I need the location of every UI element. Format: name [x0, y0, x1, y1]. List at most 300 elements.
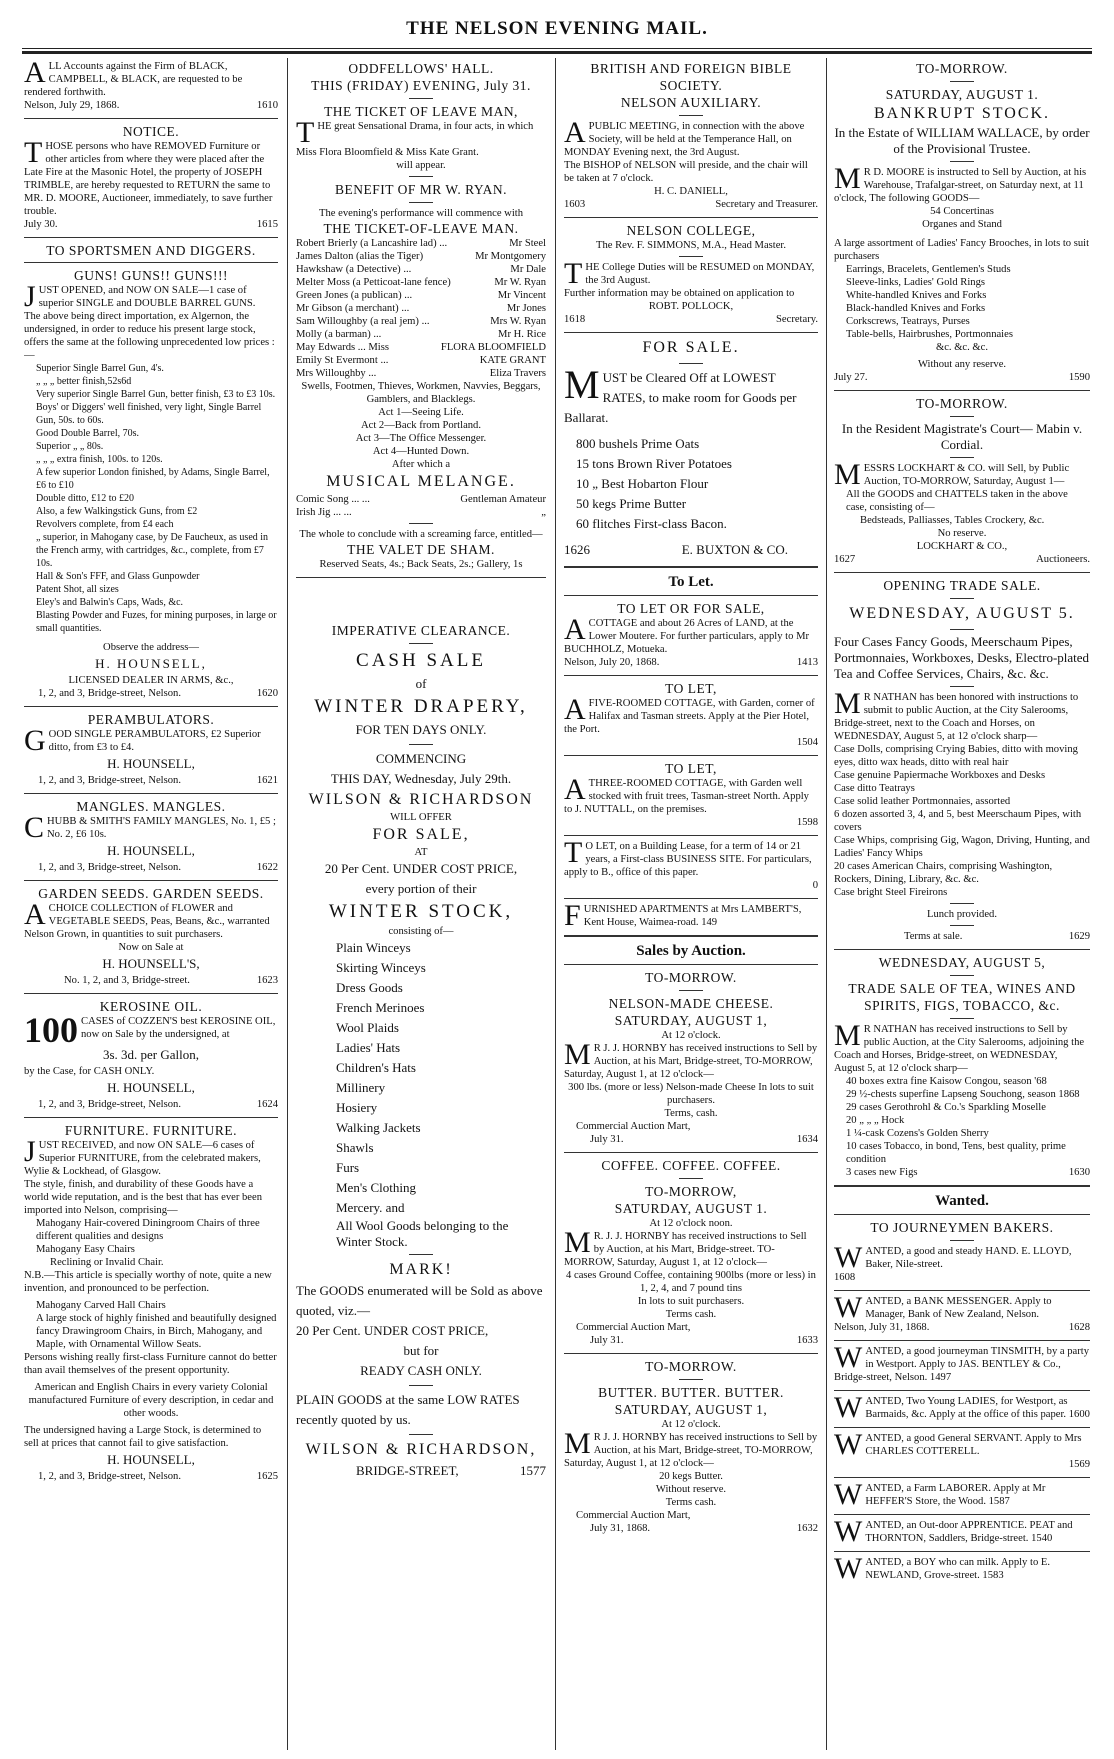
ad-date: THIS (FRIDAY) EVENING, July 31. — [311, 78, 531, 93]
cast-row: Green Jones (a publican) ... Mr Vincent — [296, 290, 546, 301]
percent-line: 20 Per Cent. UNDER COST PRICE, — [296, 1323, 489, 1338]
goods-item: Case bright Steel Fireirons — [834, 887, 948, 898]
ad-title: TO LET OR FOR SALE, — [617, 601, 765, 616]
ad-text: UST OPENED, and NOW ON SALE—1 case of superior SINGLE and DOUBLE BARREL GUNS. — [38, 285, 256, 309]
ad-number: 1633 — [796, 1335, 818, 1346]
ad-auction-cheese — [564, 969, 818, 1149]
sale-item: 800 bushels Prime Oats — [576, 436, 700, 451]
ad-text: O LET, on a Building Lease, for a term of 14 or 21 years, a First-class BUSINESS SITE. For particulars, apply to B., office of this paper. — [564, 841, 812, 878]
goods-item: Walking Jackets — [336, 1120, 421, 1135]
ad-subtitle: TO-MORROW, — [645, 1184, 737, 1199]
ad-text: UST RECEIVED, and now ON SALE—6 cases of Superior FURNITURE, from the celebrated makers, Wylie & Lockhead, of Glasgow. — [24, 1140, 261, 1177]
ad-to-let — [564, 899, 818, 932]
ad-text: R D. MOORE is instructed to Sell by Auction, at his Warehouse, Trafalgar-street, on Saturday next, at 11 o'clock, The following GOODS— — [834, 167, 1087, 204]
goods-item: Wool Plaids — [336, 1020, 399, 1035]
goods-item: Case Dolls, comprising Crying Babies, ditto with moving eyes, ditto wax heads, ditto with real hair — [834, 744, 1078, 768]
column-rule — [555, 58, 556, 1750]
ad-number: 1603 — [564, 199, 586, 210]
ad-number: 1583 — [982, 1570, 1004, 1581]
sale-item: 10 „ Best Hobarton Flour — [576, 476, 709, 491]
section-wanted: Wanted. — [935, 1193, 989, 1209]
goods-item: Children's Hats — [336, 1060, 416, 1075]
ad-paragraph: American and English Chairs in every variety Colonial manufactured Furniture of every description, in cedar and other woods. — [28, 1382, 274, 1419]
dealer-name: H. HOUNSELL, — [107, 1452, 195, 1467]
ad-title: IMPERATIVE CLEARANCE. — [331, 623, 511, 638]
ad-date: Nelson, July 31, 1868. — [834, 1322, 930, 1333]
firm-street: BRIDGE-STREET, — [356, 1463, 459, 1478]
song-row: Irish Jig ... ... „ — [296, 507, 546, 518]
ad-number: 1608 — [834, 1272, 856, 1283]
ad-date: July 30. — [24, 219, 58, 230]
goods-item: 1 ¼-cask Cozens's Golden Sherry — [846, 1128, 989, 1139]
goods-item: French Merinoes — [336, 1000, 425, 1015]
column-2 — [296, 60, 546, 1750]
ad-text: THREE-ROOMED COTTAGE, with Garden well stocked with fruit trees, Tasman-street North. Apply to J. NUTTALL, on the premises. — [564, 778, 809, 815]
furniture-item: Mahogany Hair-covered Diningroom Chairs of three different qualities and designs — [36, 1218, 260, 1242]
goods-item: Plain Winceys — [336, 940, 411, 955]
reserve: No reserve. — [937, 528, 987, 539]
act-line: Act 1—Seeing Life. — [378, 407, 464, 418]
after-line: After which a — [391, 459, 451, 470]
price-line: Superior „ „ 80s. — [36, 441, 104, 452]
drop-cap: J — [24, 1135, 36, 1168]
ad-title: TO LET, — [665, 681, 717, 696]
ad-title: GARDEN SEEDS. GARDEN SEEDS. — [38, 886, 264, 901]
cast-row: Mrs Willoughby ... Eliza Travers — [296, 368, 546, 379]
ad-subtitle: NELSON AUXILIARY. — [620, 95, 762, 110]
cast-row: Robert Brierly (a Lancashire lad) ... Mr Steel — [296, 238, 546, 249]
drop-cap: F — [564, 899, 581, 932]
goods-item: Bedsteads, Palliasses, Tables Crockery, &c. — [860, 515, 1045, 526]
mart: Commercial Auction Mart, — [576, 1121, 691, 1132]
every-line: every portion of their — [365, 881, 477, 896]
goods-item: Ladies' Hats — [336, 1040, 401, 1055]
goods-item: &c. &c. &c. — [935, 342, 989, 353]
price-line: „ superior, in Mahogany case, by De Faucheux, as used in the French army, with cartridges, &c., complete, from £7 10s. — [36, 532, 269, 569]
goods-item: 20 cases American Chairs, comprising Washington, Rockers, Dining, Library, &c. &c. — [834, 861, 1053, 885]
ad-date: SATURDAY, AUGUST 1, — [614, 1402, 768, 1417]
drop-cap: M — [564, 362, 600, 407]
signatory: H. C. DANIELL, — [654, 186, 728, 197]
drop-cap: W — [834, 1291, 863, 1324]
drop-cap: M — [834, 458, 861, 491]
goods-item: 6 dozen assorted 3, 4, and 5, best Meerschaum Pipes, with covers — [834, 809, 1082, 833]
ad-title: TO-MORROW. — [645, 970, 737, 985]
ad-text: ANTED, a BANK MESSENGER. Apply to Manager, Bank of New Zealand, Nelson. — [865, 1296, 1052, 1320]
ad-number: 1620 — [256, 688, 278, 699]
ad-wanted — [834, 1552, 1090, 1585]
signatory-role: Secretary and Treasurer. — [715, 199, 818, 210]
column-4 — [834, 60, 1090, 1750]
goods-item: 3 cases new Figs — [846, 1167, 918, 1178]
ad-price: 3s. 3d. per Gallon, — [102, 1047, 200, 1062]
ad-number: 1632 — [796, 1523, 818, 1534]
plain-goods: PLAIN GOODS at the same LOW RATES recently quoted by us. — [296, 1392, 520, 1427]
goods-item: 40 boxes extra fine Kaisow Congou, season '68 — [846, 1076, 1047, 1087]
terms: Terms, cash. — [664, 1108, 718, 1119]
ad-text: R NATHAN has received instructions to Sell by public Auction, at the City Salerooms, adjoining the Coach and Horses, Bridge-street, on WEDNESDAY, August 5, at 12 o'clock sharp— — [834, 1024, 1085, 1074]
melange-title: MUSICAL MELANGE. — [326, 473, 516, 490]
ad-text: ANTED, an Out-door APPRENTICE. PEAT and THORNTON, Saddlers, Bridge-street. — [865, 1520, 1073, 1544]
goods-item: Dress Goods — [336, 980, 403, 995]
ad-title: FOR SALE. — [642, 339, 740, 356]
goods-item: Hosiery — [336, 1100, 378, 1115]
ad-text: ESSRS LOCKHART & CO. will Sell, by Public Auction, TO-MORROW, Saturday, August 1— — [863, 463, 1070, 487]
goods-item: Corkscrews, Teatrays, Purses — [846, 316, 970, 327]
goods-item: Men's Clothing — [336, 1180, 416, 1195]
ad-extra: Now on Sale at — [118, 942, 184, 953]
drop-cap: M — [564, 1427, 591, 1460]
drop-cap: M — [564, 1226, 591, 1259]
drop-number: 100 — [24, 1010, 78, 1050]
ad-auction-coffee — [564, 1157, 818, 1350]
price-line: Superior Single Barrel Gun, 4's. — [36, 363, 164, 374]
ad-for-sale — [564, 337, 818, 563]
auction-goods: In lots to suit purchasers. — [637, 1296, 745, 1307]
terms: Terms at sale. — [904, 931, 963, 942]
ad-number: 1621 — [256, 775, 278, 786]
masthead-rule — [22, 48, 1092, 49]
section-to-let: To Let. — [668, 574, 714, 590]
dealer-address: 1, 2, and 3, Bridge-street, Nelson. — [38, 775, 181, 786]
price-line: Patent Shot, all sizes — [36, 584, 119, 595]
auction-goods: 20 kegs Butter. — [659, 1471, 723, 1482]
ad-text: ANTED, a good and steady HAND. E. LLOYD, Baker, Nile-street. — [865, 1246, 1072, 1270]
ad-time: At 12 o'clock. — [661, 1030, 721, 1041]
drop-cap: G — [24, 724, 46, 757]
dealer-address: 1, 2, and 3, Bridge-street, Nelson. — [38, 688, 181, 699]
ad-number: 1627 — [834, 554, 856, 565]
dealer-name: H. HOUNSELL'S, — [102, 956, 200, 971]
will-offer: WILL OFFER — [390, 812, 452, 823]
ad-text: R J. J. HORNBY has received instructions to Sell by Auction, at his Mart, Bridge-street, TO-MORROW, Saturday, August 1, at 12 o'clock— — [564, 1043, 818, 1080]
ad-date: WEDNESDAY, AUGUST 5, — [878, 955, 1046, 970]
price-line: Blasting Powder and Fuzes, for mining purposes, in large or small quantities. — [36, 610, 277, 634]
extras-line: Swells, Footmen, Thieves, Workmen, Navvies, Beggars, Gamblers, and Blacklegs. — [301, 381, 541, 405]
price-line: A few superior London finished, by Adams, Single Barrel, £6 to £10 — [36, 467, 270, 491]
ad-number: 1497 — [929, 1372, 952, 1383]
price-line: Revolvers complete, from £4 each — [36, 519, 174, 530]
ad-kerosine — [24, 998, 278, 1114]
ad-number: 1626 — [564, 542, 590, 557]
auction-goods: Without reserve. — [655, 1484, 727, 1495]
mark-line: MARK! — [389, 1261, 453, 1278]
ad-date: SATURDAY, AUGUST 1. — [614, 1201, 768, 1216]
ad-black-campbell — [24, 60, 278, 115]
ad-date: July 31. — [590, 1134, 624, 1145]
ad-text: CHOICE COLLECTION of FLOWER and VEGETABLE SEEDS, Peas, Beans, &c., warranted Nelson Grown, in quantities to suit purchasers. — [24, 903, 270, 940]
ad-text: LL Accounts against the Firm of BLACK, CAMPBELL, & BLACK, are requested to be rendered forthwith. — [24, 61, 243, 98]
ad-subtitle: In the Resident Magistrate's Court— Mabin v. Cordial. — [841, 421, 1083, 452]
drop-cap: M — [834, 162, 861, 195]
ad-oddfellows-hall — [296, 60, 546, 574]
winter-drapery: WINTER DRAPERY, — [314, 696, 528, 717]
dealer-name: H. HOUNSELL, — [107, 1080, 195, 1095]
ad-wanted — [834, 1291, 1090, 1337]
cash-sale: CASH SALE — [356, 650, 486, 671]
goods-item: White-handled Knives and Forks — [846, 290, 987, 301]
ad-text: PUBLIC MEETING, in connection with the above Society, will be held at the Temperance Hall, on MONDAY Evening next, the 3rd August. — [564, 121, 805, 158]
ad-number: 1618 — [564, 314, 586, 325]
ad-text: HUBB & SMITH'S FAMILY MANGLES, No. 1, £5 ; No. 2, £6 10s. — [47, 816, 276, 840]
ad-number: 1413 — [796, 657, 818, 668]
cast-row: Hawkshaw (a Detective) ... Mr Dale — [296, 264, 546, 275]
ad-date: SATURDAY, AUGUST 1, — [614, 1013, 768, 1028]
ad-paragraph: The above being direct importation, ex Algernon, the undersigned, in order to reduce his present large stock, offers the same at the following unprecedented low prices :— — [24, 311, 275, 361]
act-line: Act 4—Hunted Down. — [372, 446, 470, 457]
price-line: Eley's and Balwin's Caps, Wads, &c. — [36, 597, 184, 608]
play-title: THE TICKET-OF-LEAVE MAN. — [323, 221, 519, 236]
ad-date: SATURDAY, AUGUST 1. — [885, 87, 1039, 102]
ad-bankrupt-stock — [834, 60, 1090, 387]
price-line: Very superior Single Barrel Gun, better finish, £3 to £3 10s. — [36, 389, 276, 400]
ad-number: 1630 — [1068, 1167, 1090, 1178]
observe-line: Observe the address— — [103, 642, 199, 653]
farce-title: THE VALET DE SHAM. — [347, 542, 495, 557]
price-line: Also, a few Walkingstick Guns, from £2 — [36, 506, 198, 517]
consisting: consisting of— — [388, 926, 454, 937]
ad-date: July 31. — [590, 1335, 624, 1346]
ad-text: COTTAGE and about 26 Acres of LAND, at the Lower Moutere. For further particulars, apply to Mr BUCHHOLZ, Motueka. — [564, 618, 810, 655]
percent-line: 20 Per Cent. UNDER COST PRICE, — [324, 861, 518, 876]
goods-item: Case ditto Teatrays — [834, 783, 915, 794]
drop-cap: A — [564, 773, 586, 806]
ad-wanted — [834, 1428, 1090, 1474]
signatory-role: Secretary. — [776, 314, 818, 325]
mart: Commercial Auction Mart, — [576, 1322, 691, 1333]
furniture-item: Mahogany Easy Chairs — [36, 1244, 135, 1255]
goods-item: Earrings, Bracelets, Gentlemen's Studs — [846, 264, 1011, 275]
column-3 — [564, 60, 818, 1750]
terms: Terms cash. — [665, 1309, 717, 1320]
ad-notice — [24, 123, 278, 234]
goods-item: Case Whips, comprising Gig, Wagon, Driving, Hunting, and Ladies' Fancy Whips — [834, 835, 1090, 859]
column-rule — [826, 58, 827, 1750]
ad-text: ANTED, a good journeyman TINSMITH, by a party in Westport. Apply to JAS. BENTLEY & Co., Bridge-street, Nelson. — [834, 1346, 1090, 1383]
terms: Terms cash. — [665, 1497, 717, 1508]
masthead: THE NELSON EVENING MAIL. — [406, 18, 708, 39]
ad-number: 1504 — [796, 737, 818, 748]
cast-row: May Edwards ... Miss FLORA BLOOMFIELD — [296, 342, 546, 353]
drop-cap: W — [834, 1341, 863, 1374]
ad-text: R NATHAN has been honored with instructions to submit to public Auction, at the City Salerooms, Bridge-street, next to the Coach and Horses, on WEDNESDAY, August 5, at 12 o'clock sharp— — [834, 692, 1079, 742]
drop-cap: T — [24, 136, 43, 169]
price-line: „ „ „ extra finish, 100s. to 120s. — [36, 454, 163, 465]
drop-cap: W — [834, 1428, 863, 1461]
signatory-role: Auctioneers. — [1036, 554, 1090, 565]
drop-cap: W — [834, 1552, 863, 1585]
goods-item: Millinery — [336, 1080, 386, 1095]
dealer-name: H. HOUNSELL, — [107, 756, 195, 771]
ad-opening-trade-sale — [834, 577, 1090, 946]
drop-cap: M — [834, 1019, 861, 1052]
ad-to-let — [564, 760, 818, 832]
ad-furniture — [24, 1122, 278, 1486]
ad-text: URNISHED APARTMENTS at Mrs LAMBERT'S, Kent House, Waimea-road. — [583, 904, 802, 928]
goods-item: 29 ½-chests superfine Lapseng Souchong, season 1868 — [846, 1089, 1080, 1100]
furniture-item: A large stock of highly finished and beautifully designed fancy Drawingroom Chairs, in Birch, Mahogany, and Maple, with Ornamental Willow Seats. — [36, 1313, 277, 1350]
sale-item: 50 kegs Prime Butter — [576, 496, 687, 511]
goods-item: 29 cases Gerothrohl & Co.'s Sparkling Moselle — [846, 1102, 1046, 1113]
ad-wanted — [834, 1515, 1090, 1548]
ad-text: HOSE persons who have REMOVED Furniture or other articles from where they were placed after the Late Fire at the Masonic Hotel, the property of JOSEPH TRIMBLE, are hereby requested to RETURN the same to MR. D. MOORE, Auctioneer, immediately, to save further trouble. — [24, 141, 273, 217]
cast-row: Melter Moss (a Petticoat-lane fence) Mr W. Ryan — [296, 277, 546, 288]
ad-number: 1587 — [988, 1496, 1010, 1507]
ad-paragraph: Persons wishing really first-class Furniture cannot do better than avail themselves of the present opportunity. — [24, 1352, 277, 1376]
furniture-item: Mahogany Carved Hall Chairs — [36, 1300, 166, 1311]
sale-item: 60 flitches First-class Bacon. — [576, 516, 727, 531]
will-appear: will appear. — [396, 160, 446, 171]
this-day: THIS DAY, Wednesday, July 29th. — [330, 771, 512, 786]
drop-cap: C — [24, 811, 45, 844]
ad-subtitle: GUNS! GUNS!! GUNS!!! — [74, 268, 228, 283]
at-line: AT — [414, 847, 428, 858]
ad-title: TO JOURNEYMEN BAKERS. — [870, 1220, 1054, 1235]
ad-trade-sale-tea — [834, 954, 1090, 1182]
drop-cap: T — [564, 257, 583, 290]
goods-item: Case genuine Papiermache Workboxes and Desks — [834, 770, 1046, 781]
ad-title: TO-MORROW. — [645, 1359, 737, 1374]
ad-date: Nelson, July 29, 1868. — [24, 100, 120, 111]
ad-wanted — [834, 1391, 1090, 1424]
ad-title: PERAMBULATORS. — [87, 712, 215, 727]
ad-bible-society — [564, 60, 818, 214]
column-rule — [287, 58, 288, 1750]
of-line: of — [415, 676, 427, 691]
cast-row: Molly (a barman) ... Mr H. Rice — [296, 329, 546, 340]
ad-title: KEROSINE OIL. — [99, 999, 203, 1014]
goods-item: Sleeve-links, Ladies' Gold Rings — [846, 277, 986, 288]
ad-number: 1598 — [796, 817, 818, 828]
ad-title: NELSON COLLEGE, — [626, 223, 756, 238]
section-sales-by-auction: Sales by Auction. — [636, 943, 746, 959]
drop-cap: W — [834, 1515, 863, 1548]
goods-item: Shawls — [336, 1140, 374, 1155]
goods-item: Table-bells, Hairbrushes, Portmonnaies — [846, 329, 1013, 340]
play-title: THE TICKET OF LEAVE MAN, — [324, 104, 518, 119]
ad-guns — [24, 242, 278, 703]
firm-name: LOCKHART & CO., — [916, 541, 1008, 552]
auction-goods: 4 cases Ground Coffee, containing 900lbs (more or less) in 1, 2, 4, and 7 pound tins — [566, 1270, 816, 1294]
ad-number: 149 — [701, 917, 718, 928]
cast-row: Mr Gibson (a merchant) ... Mr Jones — [296, 303, 546, 314]
dealer-address: No. 1, 2, and 3, Bridge-street. — [64, 975, 190, 986]
dealer-address: 1, 2, and 3, Bridge-street, Nelson. — [38, 1099, 181, 1110]
ad-to-let — [564, 836, 818, 895]
drop-cap: A — [564, 693, 586, 726]
act-line: Act 2—Back from Portland. — [360, 420, 482, 431]
goods-item: Furs — [336, 1160, 360, 1175]
estate: In the Estate of WILLIAM WALLACE, by order of the Provisional Trustee. — [834, 125, 1090, 156]
ad-number: 1577 — [520, 1463, 546, 1478]
ad-title: TRADE SALE OF TEA, WINES AND SPIRITS, FIGS, TOBACCO, &c. — [848, 981, 1076, 1013]
dealer-address: 1, 2, and 3, Bridge-street, Nelson. — [38, 862, 181, 873]
ad-terms: by the Case, for CASH ONLY. — [24, 1066, 155, 1077]
drop-cap: A — [564, 116, 586, 149]
goods-item: 54 Concertinas — [930, 206, 994, 217]
ad-subtitle: BUTTER. BUTTER. BUTTER. — [598, 1385, 784, 1400]
ad-time: At 12 o'clock. — [661, 1419, 721, 1430]
firm-name: WILSON & RICHARDSON — [308, 791, 534, 808]
evening-line: The evening's performance will commence with — [319, 208, 523, 219]
reserve: Without any reserve. — [917, 359, 1007, 370]
ad-text: Further information may be obtained on application to — [564, 288, 795, 299]
drop-cap: T — [296, 116, 315, 149]
ad-mangles — [24, 798, 278, 877]
price-line: „ „ „ better finish,52s6d — [36, 376, 132, 387]
ad-text: HE College Duties will be RESUMED on MONDAY, the 3rd August. — [585, 262, 815, 286]
price-line: Good Double Barrel, 70s. — [36, 428, 140, 439]
seat-prices: Reserved Seats, 4s.; Back Seats, 2s.; Gallery, 1s — [319, 559, 523, 570]
drop-cap: W — [834, 1241, 863, 1274]
drop-cap: W — [834, 1478, 863, 1511]
winter-stock: WINTER STOCK, — [328, 901, 514, 922]
price-line: Boys' or Diggers' well finished, very light, Single Barrel Gun, 50s. to 60s. — [36, 402, 262, 426]
but-for: but for — [403, 1343, 439, 1358]
ad-title: TO-MORROW. — [916, 61, 1008, 76]
firm-name: WILSON & RICHARDSON, — [305, 1441, 537, 1458]
commencing: COMMENCING — [375, 751, 467, 766]
ad-date: July 31, 1868. — [590, 1523, 651, 1534]
ad-to-let — [564, 680, 818, 752]
enumerated: The GOODS enumerated will be Sold as above quoted, viz.— — [296, 1283, 543, 1318]
dealer-licence: LICENSED DEALER IN ARMS, &c., — [68, 675, 234, 686]
goods-item: Mercery. and — [336, 1200, 405, 1215]
ad-text: HE great Sensational Drama, in four acts, in which — [317, 121, 534, 132]
ad-title: FURNITURE. FURNITURE. — [64, 1123, 238, 1138]
stars: Miss Flora Bloomfield & Miss Kate Grant. — [296, 147, 479, 158]
furniture-item: Reclining or Invalid Chair. — [50, 1257, 164, 1268]
for-sale: FOR SALE, — [372, 826, 470, 843]
mart: Commercial Auction Mart, — [576, 1510, 691, 1521]
ad-wanted — [834, 1478, 1090, 1511]
drop-cap: A — [564, 613, 586, 646]
ad-title: TO-MORROW. — [916, 396, 1008, 411]
ad-title: TO LET, — [665, 761, 717, 776]
ad-text: ANTED, Two Young LADIES, for Westport, as Barmaids, &c. Apply at the office of this paper. — [865, 1396, 1068, 1420]
ad-title: MANGLES. MANGLES. — [76, 799, 226, 814]
ad-number: 1629 — [1068, 931, 1090, 942]
ad-paragraph: The style, finish, and durability of these Goods have a world wide reputation, and is the best that has ever been imported into Nelson, comprising— — [24, 1179, 262, 1216]
song-row: Comic Song ... ... Gentleman Amateur — [296, 494, 546, 505]
ad-date: Nelson, July 20, 1868. — [564, 657, 660, 668]
ad-text: R J. J. HORNBY has received instructions to Sell by Auction, at his Mart, Bridge-street, TO-MORROW, Saturday, August 1, at 12 o'clock— — [564, 1432, 818, 1469]
act-line: Act 3—The Office Messenger. — [355, 433, 487, 444]
ad-subtitle: NELSON-MADE CHEESE. — [608, 996, 774, 1011]
ad-magistrate-court — [834, 395, 1090, 569]
goods-item: All Wool Goods belonging to the Winter Stock. — [336, 1218, 509, 1249]
ad-intro: Four Cases Fancy Goods, Meerschaum Pipes, Portmonnaies, Workboxes, Desks, Electro-plated Tea and Coffee Services, Chairs, &c. &c. — [834, 634, 1090, 681]
goods-item: Black-handled Knives and Forks — [846, 303, 986, 314]
ad-auction-butter — [564, 1358, 818, 1538]
ad-garden-seeds — [24, 885, 278, 990]
ad-text: ANTED, a BOY who can milk. Apply to E. NEWLAND, Grove-street. — [865, 1557, 1051, 1581]
ad-paragraph: The undersigned having a Large Stock, is determined to sell at prices that cannot fail to give satisfaction. — [24, 1425, 262, 1449]
dealer-name: H. HOUNSELL, — [95, 656, 207, 671]
dealer-name: H. HOUNSELL, — [107, 843, 195, 858]
dealer-address: 1, 2, and 3, Bridge-street, Nelson. — [38, 1471, 181, 1482]
price-line: Double ditto, £12 to £20 — [36, 493, 135, 504]
ad-winter-drapery — [296, 582, 546, 1484]
ad-number: 0 — [812, 880, 818, 891]
ad-text: FIVE-ROOMED COTTAGE, with Garden, corner of Halifax and Tasman streets. Apply at the Pier Hotel, the Port. — [564, 698, 815, 735]
ad-number: 1624 — [256, 1099, 278, 1110]
drop-cap: W — [834, 1391, 863, 1424]
ad-number: 1540 — [1031, 1533, 1053, 1544]
ad-wanted — [834, 1241, 1090, 1287]
ad-perambulators — [24, 711, 278, 790]
ad-text: All the GOODS and CHATTELS taken in the above case, consisting of— — [846, 489, 1068, 513]
